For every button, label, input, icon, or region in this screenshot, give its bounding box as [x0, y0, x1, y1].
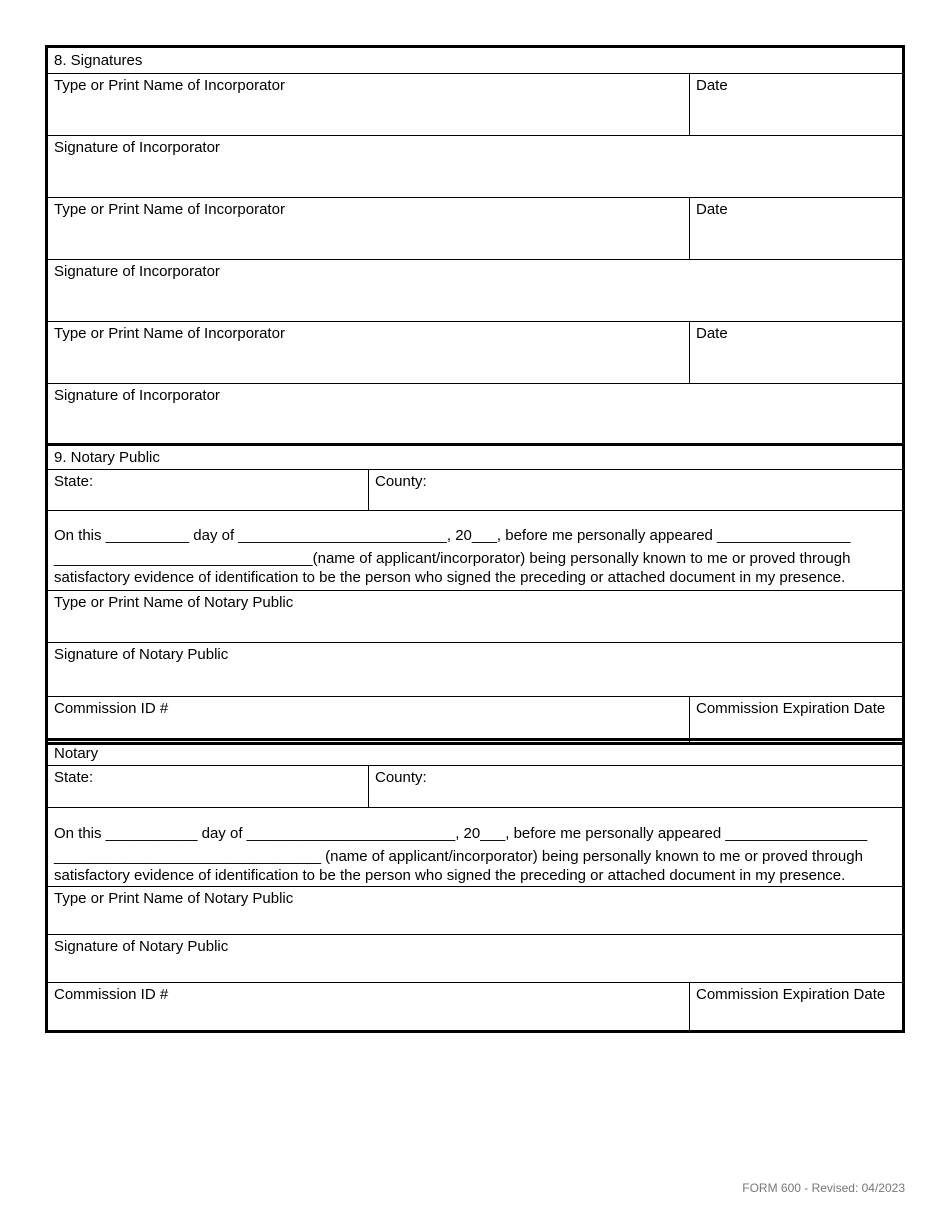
- notary-2-state-input[interactable]: [54, 786, 368, 800]
- notary-2-county-label: County:: [375, 769, 427, 786]
- notary-1-signature-label: Signature of Notary Public: [54, 646, 229, 663]
- incorporator-1-signature-label: Signature of Incorporator: [54, 139, 220, 156]
- notary-1-county-cell: [368, 470, 902, 510]
- notary-1-commission-exp-input[interactable]: [696, 717, 902, 733]
- notary-1-commission-id-label: Commission ID #: [54, 700, 169, 717]
- incorporator-1-name-label: Type or Print Name of Incorporator: [54, 77, 285, 94]
- signatures-section-title: 8. Signatures: [54, 52, 143, 69]
- notary-2-commission-id-label: Commission ID #: [54, 986, 169, 1003]
- notary-2-statement-line-1: On this ___________ day of _________________________, 20___, before me personally appeared _________________: [54, 825, 868, 842]
- notary-1-statement-line-2: _______________________________(name of applicant/incorporator) being personally known to me or proved through: [54, 550, 851, 567]
- incorporator-3-signature-cell: [48, 384, 902, 443]
- notary-2-county-input[interactable]: [375, 786, 902, 800]
- incorporator-3-date-label: Date: [696, 325, 728, 342]
- notary-1-name-label: Type or Print Name of Notary Public: [54, 594, 294, 611]
- notary-1-statement-line-1: On this __________ day of _________________________, 20___, before me personally appeared ________________: [54, 527, 851, 544]
- notary-1-commission-id-input[interactable]: [54, 717, 689, 733]
- notary-2-commission-exp-input[interactable]: [696, 1003, 902, 1021]
- incorporator-3-signature-label: Signature of Incorporator: [54, 387, 220, 404]
- notary-2-signature-label: Signature of Notary Public: [54, 938, 229, 955]
- notary-2-commission-id-cell: [48, 983, 689, 1030]
- incorporator-3-date-cell: [689, 322, 902, 383]
- notary-2-signature-row: [48, 935, 902, 983]
- incorporator-1-date-cell: [689, 74, 902, 135]
- notary-1-statement-line-3: satisfactory evidence of identification to be the person who signed the preceding or attached document in my presence.: [54, 569, 846, 586]
- notary-2-section-header: [48, 741, 902, 766]
- incorporator-1-name-cell: [48, 74, 689, 135]
- notary-1-commission-exp-cell: [689, 697, 902, 742]
- incorporator-2-date-input[interactable]: [696, 218, 902, 240]
- notary-1-name-row: [48, 591, 902, 643]
- incorporator-1-signature-input[interactable]: [54, 156, 902, 178]
- incorporator-3-date-input[interactable]: [696, 342, 902, 364]
- notary-1-signature-input[interactable]: [54, 663, 902, 685]
- notary-1-name-input[interactable]: [54, 611, 902, 633]
- notary-1-location-row: [48, 470, 902, 511]
- form-footer: FORM 600 - Revised: 04/2023: [742, 1181, 905, 1195]
- incorporator-2-signature-label: Signature of Incorporator: [54, 263, 220, 280]
- incorporator-2-name-label: Type or Print Name of Incorporator: [54, 201, 285, 218]
- incorporator-3-signature-input[interactable]: [54, 404, 902, 426]
- incorporator-1-date-label: Date: [696, 77, 728, 94]
- notary-1-signature-row: [48, 643, 902, 697]
- notary-2-statement-line-2: ________________________________ (name of applicant/incorporator) being personally known to me or proved through: [54, 848, 863, 865]
- notary-1-commission-id-cell: [48, 697, 689, 742]
- notary-2-signature-cell: [48, 935, 902, 982]
- notary-2-commission-row: [48, 983, 902, 1030]
- incorporator-2-signature-input[interactable]: [54, 280, 902, 302]
- notary-2-name-label: Type or Print Name of Notary Public: [54, 890, 294, 907]
- incorporator-1-signature-cell: [48, 136, 902, 197]
- notary-2-statement-row: [48, 808, 902, 887]
- signatures-section-header: [48, 48, 902, 74]
- incorporator-2-signature-cell: [48, 260, 902, 321]
- notary-1-county-input[interactable]: [375, 490, 902, 504]
- notary-2-statement-line-3: satisfactory evidence of identification to be the person who signed the preceding or attached document in my presence.: [54, 867, 846, 884]
- incorporator-1-signature-row: [48, 136, 902, 198]
- notary-1-commission-row: [48, 697, 902, 742]
- notary-2-block: [45, 738, 905, 1033]
- notary-1-statement-row: [48, 511, 902, 591]
- notary-1-state-cell: [48, 470, 368, 510]
- incorporator-3-name-input[interactable]: [54, 342, 689, 364]
- notary-1-section-header: [48, 446, 902, 470]
- notary-2-name-row: [48, 887, 902, 935]
- incorporator-2-signature-row: [48, 260, 902, 322]
- incorporator-3-signature-row: [48, 384, 902, 446]
- incorporator-2-name-input[interactable]: [54, 218, 689, 240]
- incorporator-2-name-row: [48, 198, 902, 260]
- notary-2-county-cell: [368, 766, 902, 807]
- notary-1-section-title: 9. Notary Public: [54, 449, 160, 466]
- notary-1-name-cell: [48, 591, 902, 642]
- notary-2-state-cell: [48, 766, 368, 807]
- incorporator-2-date-label: Date: [696, 201, 728, 218]
- incorporator-1-name-input[interactable]: [54, 94, 689, 116]
- incorporator-2-name-cell: [48, 198, 689, 259]
- incorporator-3-name-label: Type or Print Name of Incorporator: [54, 325, 285, 342]
- incorporator-3-name-cell: [48, 322, 689, 383]
- notary-2-commission-id-input[interactable]: [54, 1003, 689, 1021]
- notary-2-name-cell: [48, 887, 902, 934]
- incorporator-3-name-row: [48, 322, 902, 384]
- incorporator-1-name-row: [48, 74, 902, 136]
- notary-2-location-row: [48, 766, 902, 808]
- notary-2-commission-exp-label: Commission Expiration Date: [696, 986, 886, 1003]
- notary-2-section-title: Notary: [54, 745, 99, 762]
- incorporator-2-date-cell: [689, 198, 902, 259]
- notary-2-name-input[interactable]: [54, 907, 902, 929]
- incorporator-1-date-input[interactable]: [696, 94, 902, 116]
- notary-2-signature-input[interactable]: [54, 955, 902, 977]
- notary-1-county-label: County:: [375, 473, 427, 490]
- notary-2-state-label: State:: [54, 769, 94, 786]
- signatures-notary-block: [45, 45, 905, 745]
- notary-1-state-label: State:: [54, 473, 94, 490]
- notary-1-commission-exp-label: Commission Expiration Date: [696, 700, 886, 717]
- notary-1-state-input[interactable]: [54, 490, 368, 504]
- notary-1-signature-cell: [48, 643, 902, 696]
- notary-2-commission-exp-cell: [689, 983, 902, 1030]
